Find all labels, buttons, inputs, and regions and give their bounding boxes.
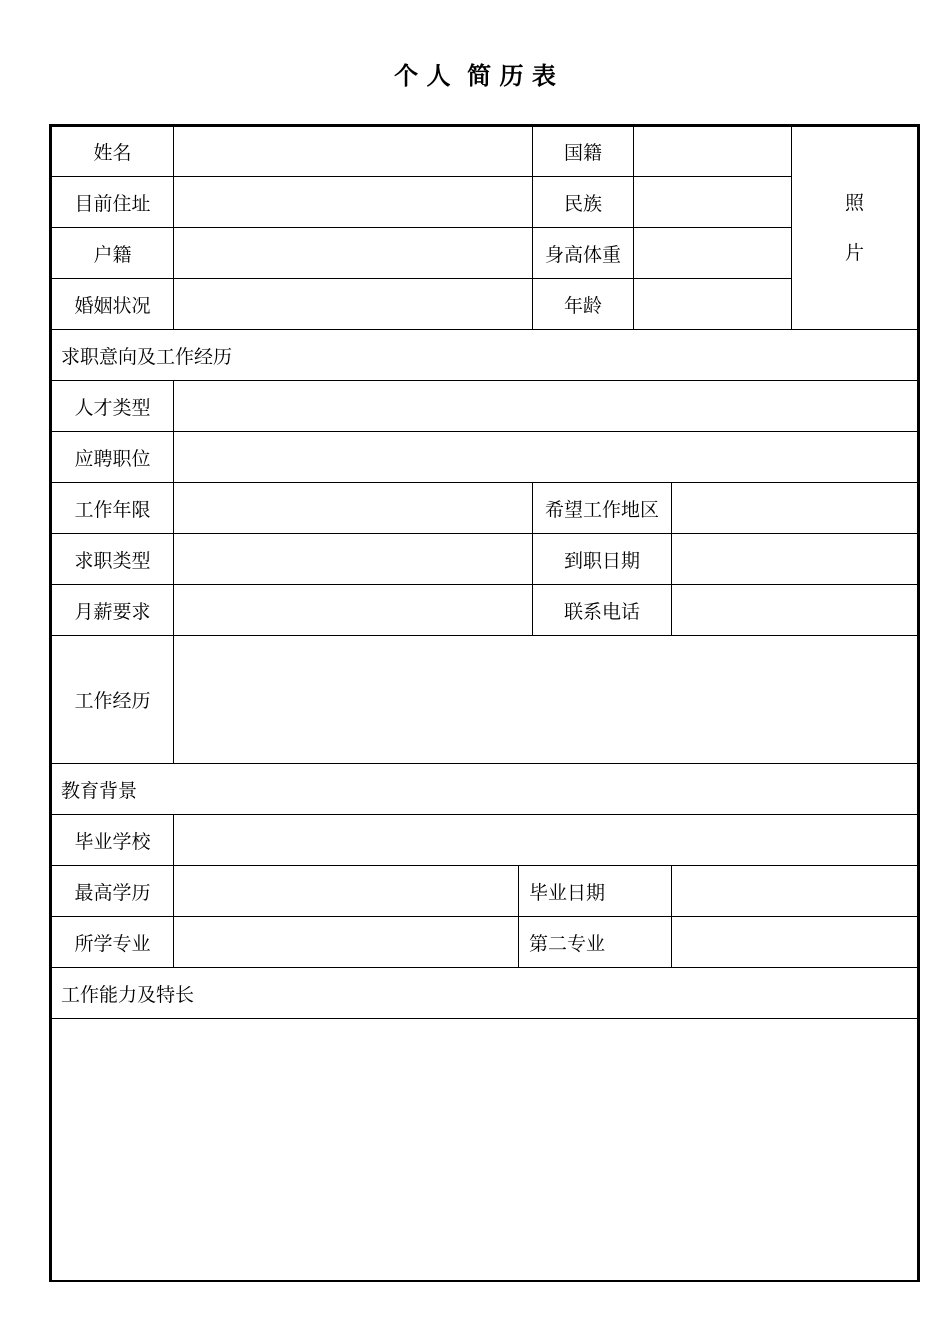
nationality-field[interactable] [633,126,792,177]
graduation-date-field[interactable] [671,865,918,917]
phone-field[interactable] [671,584,918,636]
ethnicity-label: 民族 [532,176,634,228]
work-years-label: 工作年限 [51,482,174,534]
address-label: 目前住址 [51,176,174,228]
household-field[interactable] [173,227,533,279]
work-years-field[interactable] [173,482,533,534]
second-major-field[interactable] [671,916,918,968]
work-experience-field[interactable] [173,635,918,764]
start-date-field[interactable] [671,533,918,585]
graduation-date-label: 毕业日期 [518,865,672,917]
skills-field[interactable] [51,1018,918,1280]
age-label: 年龄 [532,278,634,330]
phone-label: 联系电话 [532,584,672,636]
name-label: 姓名 [51,126,174,177]
major-field[interactable] [173,916,519,968]
position-field[interactable] [173,431,918,483]
address-field[interactable] [173,176,533,228]
preferred-region-label: 希望工作地区 [532,482,672,534]
degree-label: 最高学历 [51,865,174,917]
education-section-title: 教育背景 [51,763,918,815]
school-label: 毕业学校 [51,814,174,866]
salary-label: 月薪要求 [51,584,174,636]
household-label: 户籍 [51,227,174,279]
photo-label-line1: 照 [844,192,864,214]
ethnicity-field[interactable] [633,176,792,228]
major-label: 所学专业 [51,916,174,968]
talent-type-field[interactable] [173,380,918,432]
degree-field[interactable] [173,865,519,917]
name-field[interactable] [173,126,533,177]
job-section-title: 求职意向及工作经历 [51,329,918,381]
position-label: 应聘职位 [51,431,174,483]
marital-status-label: 婚姻状况 [51,278,174,330]
job-type-label: 求职类型 [51,533,174,585]
talent-type-label: 人才类型 [51,380,174,432]
start-date-label: 到职日期 [532,533,672,585]
height-weight-label: 身高体重 [532,227,634,279]
second-major-label: 第二专业 [518,916,672,968]
height-weight-field[interactable] [633,227,792,279]
page-title: 个 人 简 历 表 [394,62,556,90]
photo-label-line2: 片 [844,242,864,264]
nationality-label: 国籍 [532,126,634,177]
age-field[interactable] [633,278,792,330]
work-experience-label: 工作经历 [51,635,174,764]
preferred-region-field[interactable] [671,482,918,534]
school-field[interactable] [173,814,918,866]
photo-box[interactable] [791,126,918,330]
skills-section-title: 工作能力及特长 [51,967,918,1019]
salary-field[interactable] [173,584,533,636]
job-type-field[interactable] [173,533,533,585]
marital-status-field[interactable] [173,278,533,330]
